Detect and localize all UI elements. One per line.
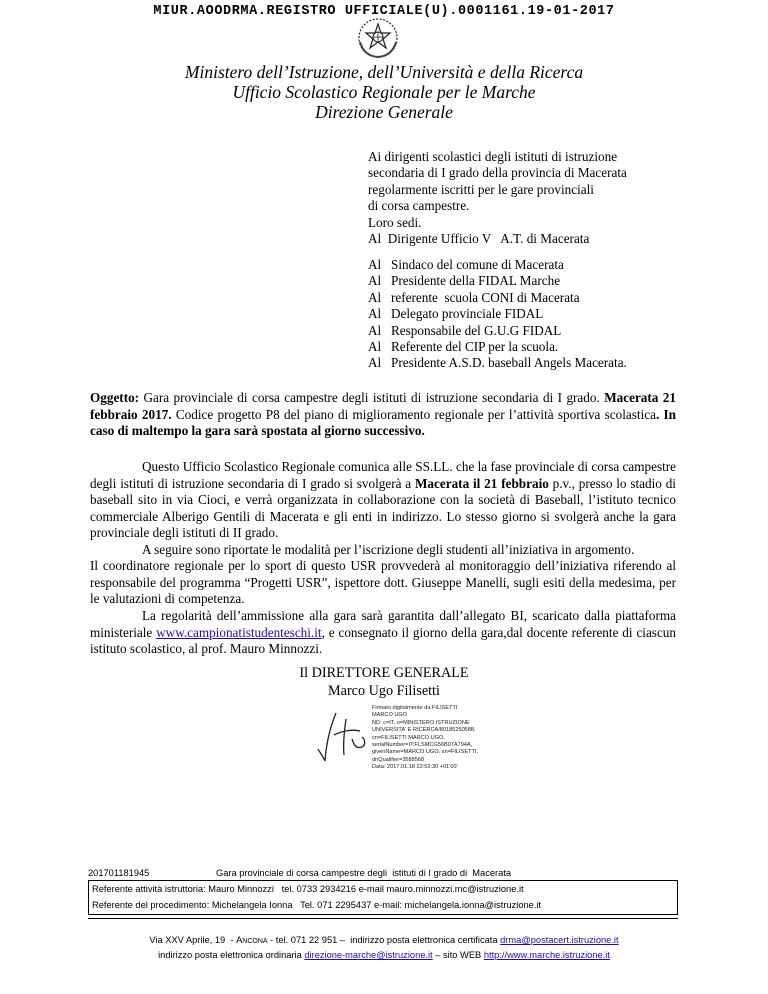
recipient-item: referente scuola CONI di Macerata [391, 289, 580, 305]
handwritten-signature-icon [316, 705, 370, 767]
subject-label: Oggetto: [90, 390, 140, 405]
website-link[interactable]: http://www.marche.istruzione.it [483, 950, 610, 960]
signer-title: Il DIRETTORE GENERALE [299, 665, 469, 681]
email-link[interactable]: direzione-marche@istruzione.it [304, 950, 433, 960]
referents-box [88, 880, 678, 915]
body-paragraph-4: La regolarità dell’ammissione alla gara sarà garantita dall’allegato BI, scaricato dalla piattaforma ministeriale www.campionatistudenteschi.it, e consegnato il giorno della gara,dal docente referente di ciascun istituto scolastico, al prof. Mauro Minnozzi. [90, 608, 676, 656]
recipient-line: regolarmente iscritti per le gare provinciali [368, 181, 594, 197]
body-paragraph-1: Questo Ufficio Scolastico Regionale comunica alle SS.LL. che la fase provinciale di corsa campestre degli istituti di istruzione secondaria di I grado si svolgerà a Macerata il 21 febbraio p.v., presso lo stadio di baseball sito in via Cioci, e verrà organizzata in collaborazione con la società di Baseball, l’istituto tecnico commerciale Alberigo Gentili di Macerata e gli enti in indirizzo. Lo stesso giorno si svolgerà anche la gara provinciale degli istituti di II grado. [90, 459, 676, 540]
recipient-line: Ai dirigenti scolastici degli istituti di istruzione [368, 149, 618, 164]
document-reference-title: Gara provinciale di corsa campestre degli istituti di I grado di Macerata [216, 868, 512, 878]
pec-link[interactable]: drma@postacert.istruzione.it [500, 935, 619, 945]
recipient-line: Loro sedi. [368, 214, 422, 230]
contact-line: indirizzo posta elettronica ordinaria direzione-marche@istruzione.it – sito WEB http://www.marche.istruzione.it [158, 950, 610, 960]
recipient-item: Presidente A.S.D. baseball Angels Macerata. [391, 355, 627, 371]
recipients-list: Al Sindaco del comune di Macerata Al Presidente della FIDAL Marche Al referente scuola CONI di Macerata Al Delegato provinciale FIDAL Al Responsabile del G.U.G FIDAL Al Referente del CIP per la scuola. Al Presidente A.S.D. baseball Angels Macerata. [368, 257, 627, 371]
recipient-item: Responsabile del G.U.G FIDAL [391, 322, 562, 338]
recipient-item: Presidente della FIDAL Marche [391, 273, 561, 289]
recipient-item: Delegato provinciale FIDAL [391, 306, 544, 322]
recipient-line: Al Dirigente Ufficio V A.T. di Macerata [368, 231, 590, 247]
signer-name: Marco Ugo Filisetti [328, 683, 440, 699]
address-line: Via XXV Aprile, 19 - Ancona - tel. 071 22 951 – indirizzo posta elettronica certificata drma@postacert.istruzione.it [149, 935, 619, 945]
recipient-line: di corsa campestre. [368, 198, 470, 214]
body-paragraph-2: A seguire sono riportate le modalità per l’iscrizione degli studenti all’iniziativa in argomento. [142, 542, 635, 557]
ministry-name: Ministero dell’Istruzione, dell’Università e della Ricerca [184, 62, 584, 82]
document-code: 201701181945 [88, 868, 150, 878]
directorate-name: Direzione Generale [315, 102, 453, 122]
protocol-stamp: MIUR.AOODRMA.REGISTRO UFFICIALE(U).0001161.19-01-2017 [153, 4, 615, 19]
referent-procedure: Referente del procedimento: Michelangela Ionna Tel. 071 2295437 e-mail: michelangela.ionna@istruzione.it [92, 900, 542, 910]
subject-paragraph: Oggetto: Gara provinciale di corsa campestre degli istituti di istruzione secondaria di I grado. Macerata 21 febbraio 2017. Codice progetto P8 del piano di miglioramento regionale per l’attività sportiva scolastica. In caso di maltempo la gara sarà spostata al giorno successivo. [90, 390, 677, 438]
recipient-item: Referente del CIP per la scuola. [391, 339, 559, 355]
office-name: Ufficio Scolastico Regionale per le Marche [232, 82, 536, 102]
recipient-line: secondaria di I grado della provincia di Macerata [368, 165, 627, 181]
recipient-item: Sindaco del comune di Macerata [391, 257, 564, 272]
campionati-link[interactable]: www.campionatistudenteschi.it [156, 624, 322, 640]
referent-instruction: Referente attività istruttoria: Mauro Minnozzi tel. 0733 2934216 e-mail mauro.minnozzi.mc@istruzione.it [92, 884, 524, 894]
footer-divider [88, 918, 678, 919]
digital-signature-info: Firmato digitalmente da FILISETTI MARCO UGO ND: c=IT, o=MINISTERO ISTRUZIONE UNIVERSITA' E RICERCA/80185250588, cn=FILISETTI MARCO UGO, serialNumber=IT:FLSMCG56B07A794A, givenName=MARCO UGO, sn=FILISETTI, dnQualifier=3588568 Data: 2017.01.18 22:52:30 +01'00' [372, 705, 478, 771]
italian-republic-emblem-icon [356, 16, 400, 60]
recipients-block [368, 149, 627, 247]
body-paragraph-3: Il coordinatore regionale per lo sport di questo USR provvederà al monitoraggio dell’iniziativa riferendo al responsabile del programma “Progetti USR”, ispettore dott. Giuseppe Manelli, sugli esiti della medesima, per le valutazioni di competenza. [90, 558, 676, 606]
